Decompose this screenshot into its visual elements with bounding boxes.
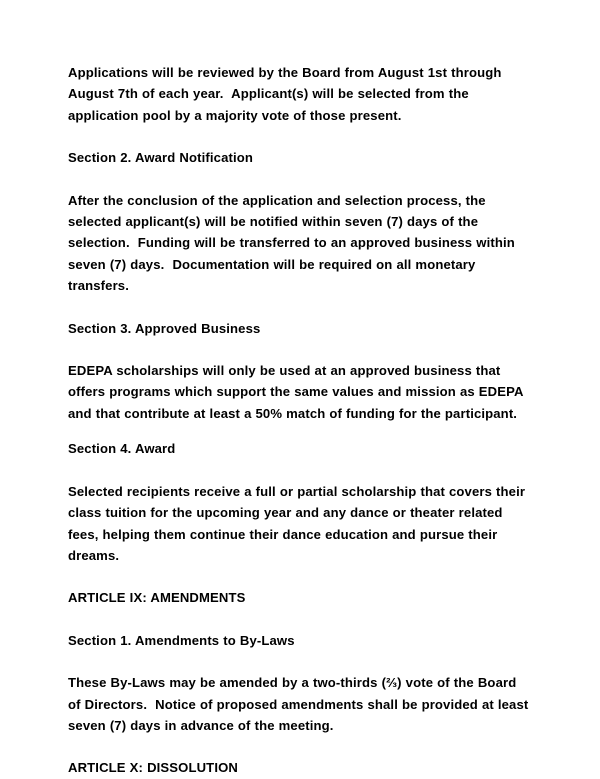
paragraph-approved-business: EDEPA scholarships will only be used at an approved business that offers programs which support the same values and mission as EDEPA and that contribute at least a 50% match of funding for the participant. — [68, 363, 528, 421]
paragraph-application-review: Applications will be reviewed by the Board from August 1st through August 7th of each year. Applicant(s) will be selected from the application pool by a majority vote of those present. — [68, 65, 506, 123]
heading-section-4-award: Section 4. Award — [68, 441, 176, 457]
heading-article-ix-amendments: ARTICLE IX: AMENDMENTS — [68, 590, 246, 606]
paragraph-amendments: These By-Laws may be amended by a two-thirds (⅔) vote of the Board of Directors. Notice of proposed amendments shall be provided at least seven (7) days in advance of the meeting. — [68, 675, 533, 733]
heading-section-3-approved-business: Section 3. Approved Business — [68, 320, 261, 336]
heading-section-1-amendments-to-bylaws: Section 1. Amendments to By-Laws — [68, 632, 295, 648]
paragraph-award-notification: After the conclusion of the application and selection process, the selected applicant(s) will be notified within seven (7) days of the selection. Funding will be transferred to an approved business within seven (7) days. Documentation will be required on all monetary transfers. — [68, 192, 519, 294]
paragraph-award: Selected recipients receive a full or partial scholarship that covers their class tuition for the upcoming year and any dance or theater related fees, helping them continue their dance education and pursue their dreams. — [68, 483, 530, 563]
heading-section-2-award-notification: Section 2. Award Notification — [68, 150, 254, 166]
heading-article-x-dissolution: ARTICLE X: DISSOLUTION — [68, 760, 238, 776]
